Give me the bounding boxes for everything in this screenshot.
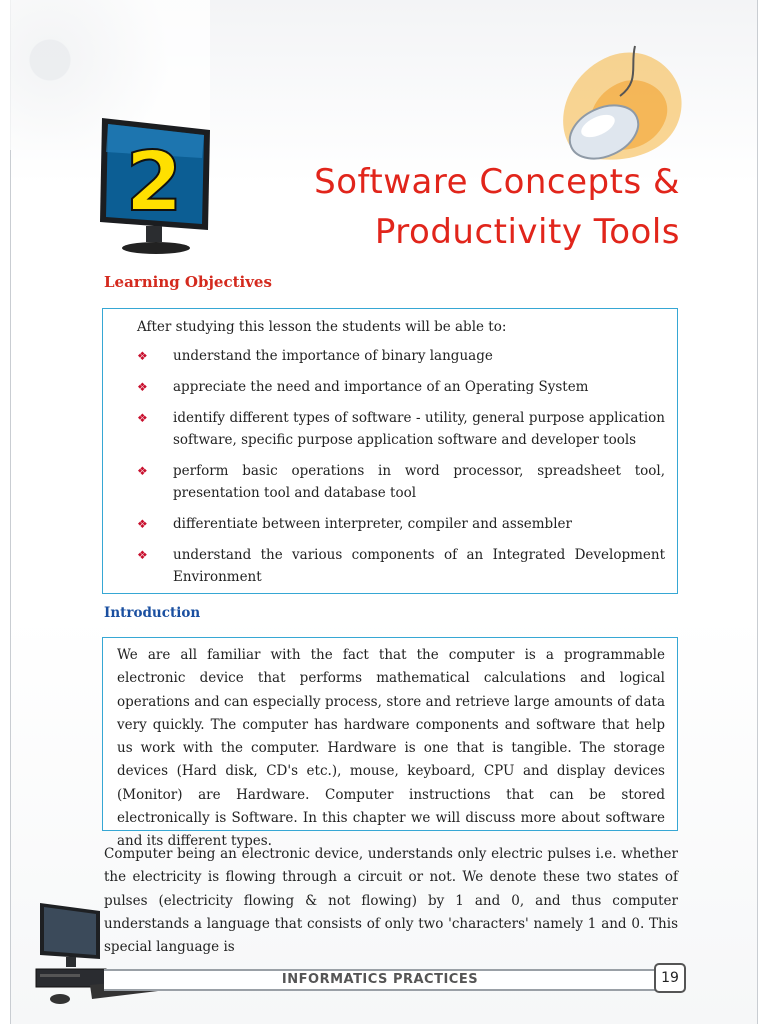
list-item: ❖ identify different types of software - utility, general purpose application software, specific purpose application software and developer tools: [137, 407, 665, 451]
introduction-heading: Introduction: [104, 605, 201, 621]
learning-objectives-box: [102, 308, 678, 594]
chapter-title-line-2: Productivity Tools: [374, 212, 680, 252]
diamond-bullet-icon: ❖: [137, 411, 148, 425]
objectives-list: [137, 345, 665, 588]
diamond-bullet-icon: ❖: [137, 548, 148, 562]
list-item: ❖ understand the various components of an Integrated Development Environment: [137, 544, 665, 588]
chapter-title-line-1: Software Concepts &: [314, 162, 680, 202]
list-item: ❖ appreciate the need and importance of an Operating System: [137, 376, 665, 398]
list-item: ❖ understand the importance of binary language: [137, 345, 665, 367]
mouse-icon: [540, 36, 690, 176]
footer-bar: INFORMATICS PRACTICES: [104, 969, 656, 991]
introduction-text: We are all familiar with the fact that the computer is a programmable electronic device that performs mathematical calculations and logical operations and can especially process, store and retrieve large amounts of data very quickly. The computer has hardware components and software that help us work with the computer. Hardware is one that is tangible. The storage devices (Hard disk, CD's etc.), mouse, keyboard, CPU and display devices (Monitor) are Hardware. Computer instructions that can be stored electronically is Software. In this chapter we will discuss more about software and its different types.: [117, 647, 665, 850]
list-item: ❖ perform basic operations in word processor, spreadsheet tool, presentation tool and database tool: [137, 460, 665, 504]
learning-objectives-heading: Learning Objectives: [104, 273, 272, 291]
diamond-bullet-icon: ❖: [137, 380, 148, 394]
monitor-icon: [98, 118, 210, 258]
diamond-bullet-icon: ❖: [137, 464, 148, 478]
introduction-box: [102, 637, 678, 850]
learning-objectives-intro: After studying this lesson the students will be able to:: [137, 319, 507, 335]
body-paragraph: Computer being an electronic device, understands only electric pulses i.e. whether the electricity is flowing through a circuit or not. We denote these two states of pulses (electricity flowing & not flowing) by 1 and 0, and thus computer understands a language that consists of only two 'characters' namely 1 and 0. This special language is: [104, 846, 678, 956]
chapter-number: 2: [125, 135, 183, 230]
diamond-bullet-icon: ❖: [137, 517, 148, 531]
desktop-computer-icon: [30, 895, 160, 1010]
diamond-bullet-icon: ❖: [137, 349, 148, 363]
page-number: 19: [654, 963, 686, 993]
list-item: ❖ differentiate between interpreter, compiler and assembler: [137, 513, 665, 535]
